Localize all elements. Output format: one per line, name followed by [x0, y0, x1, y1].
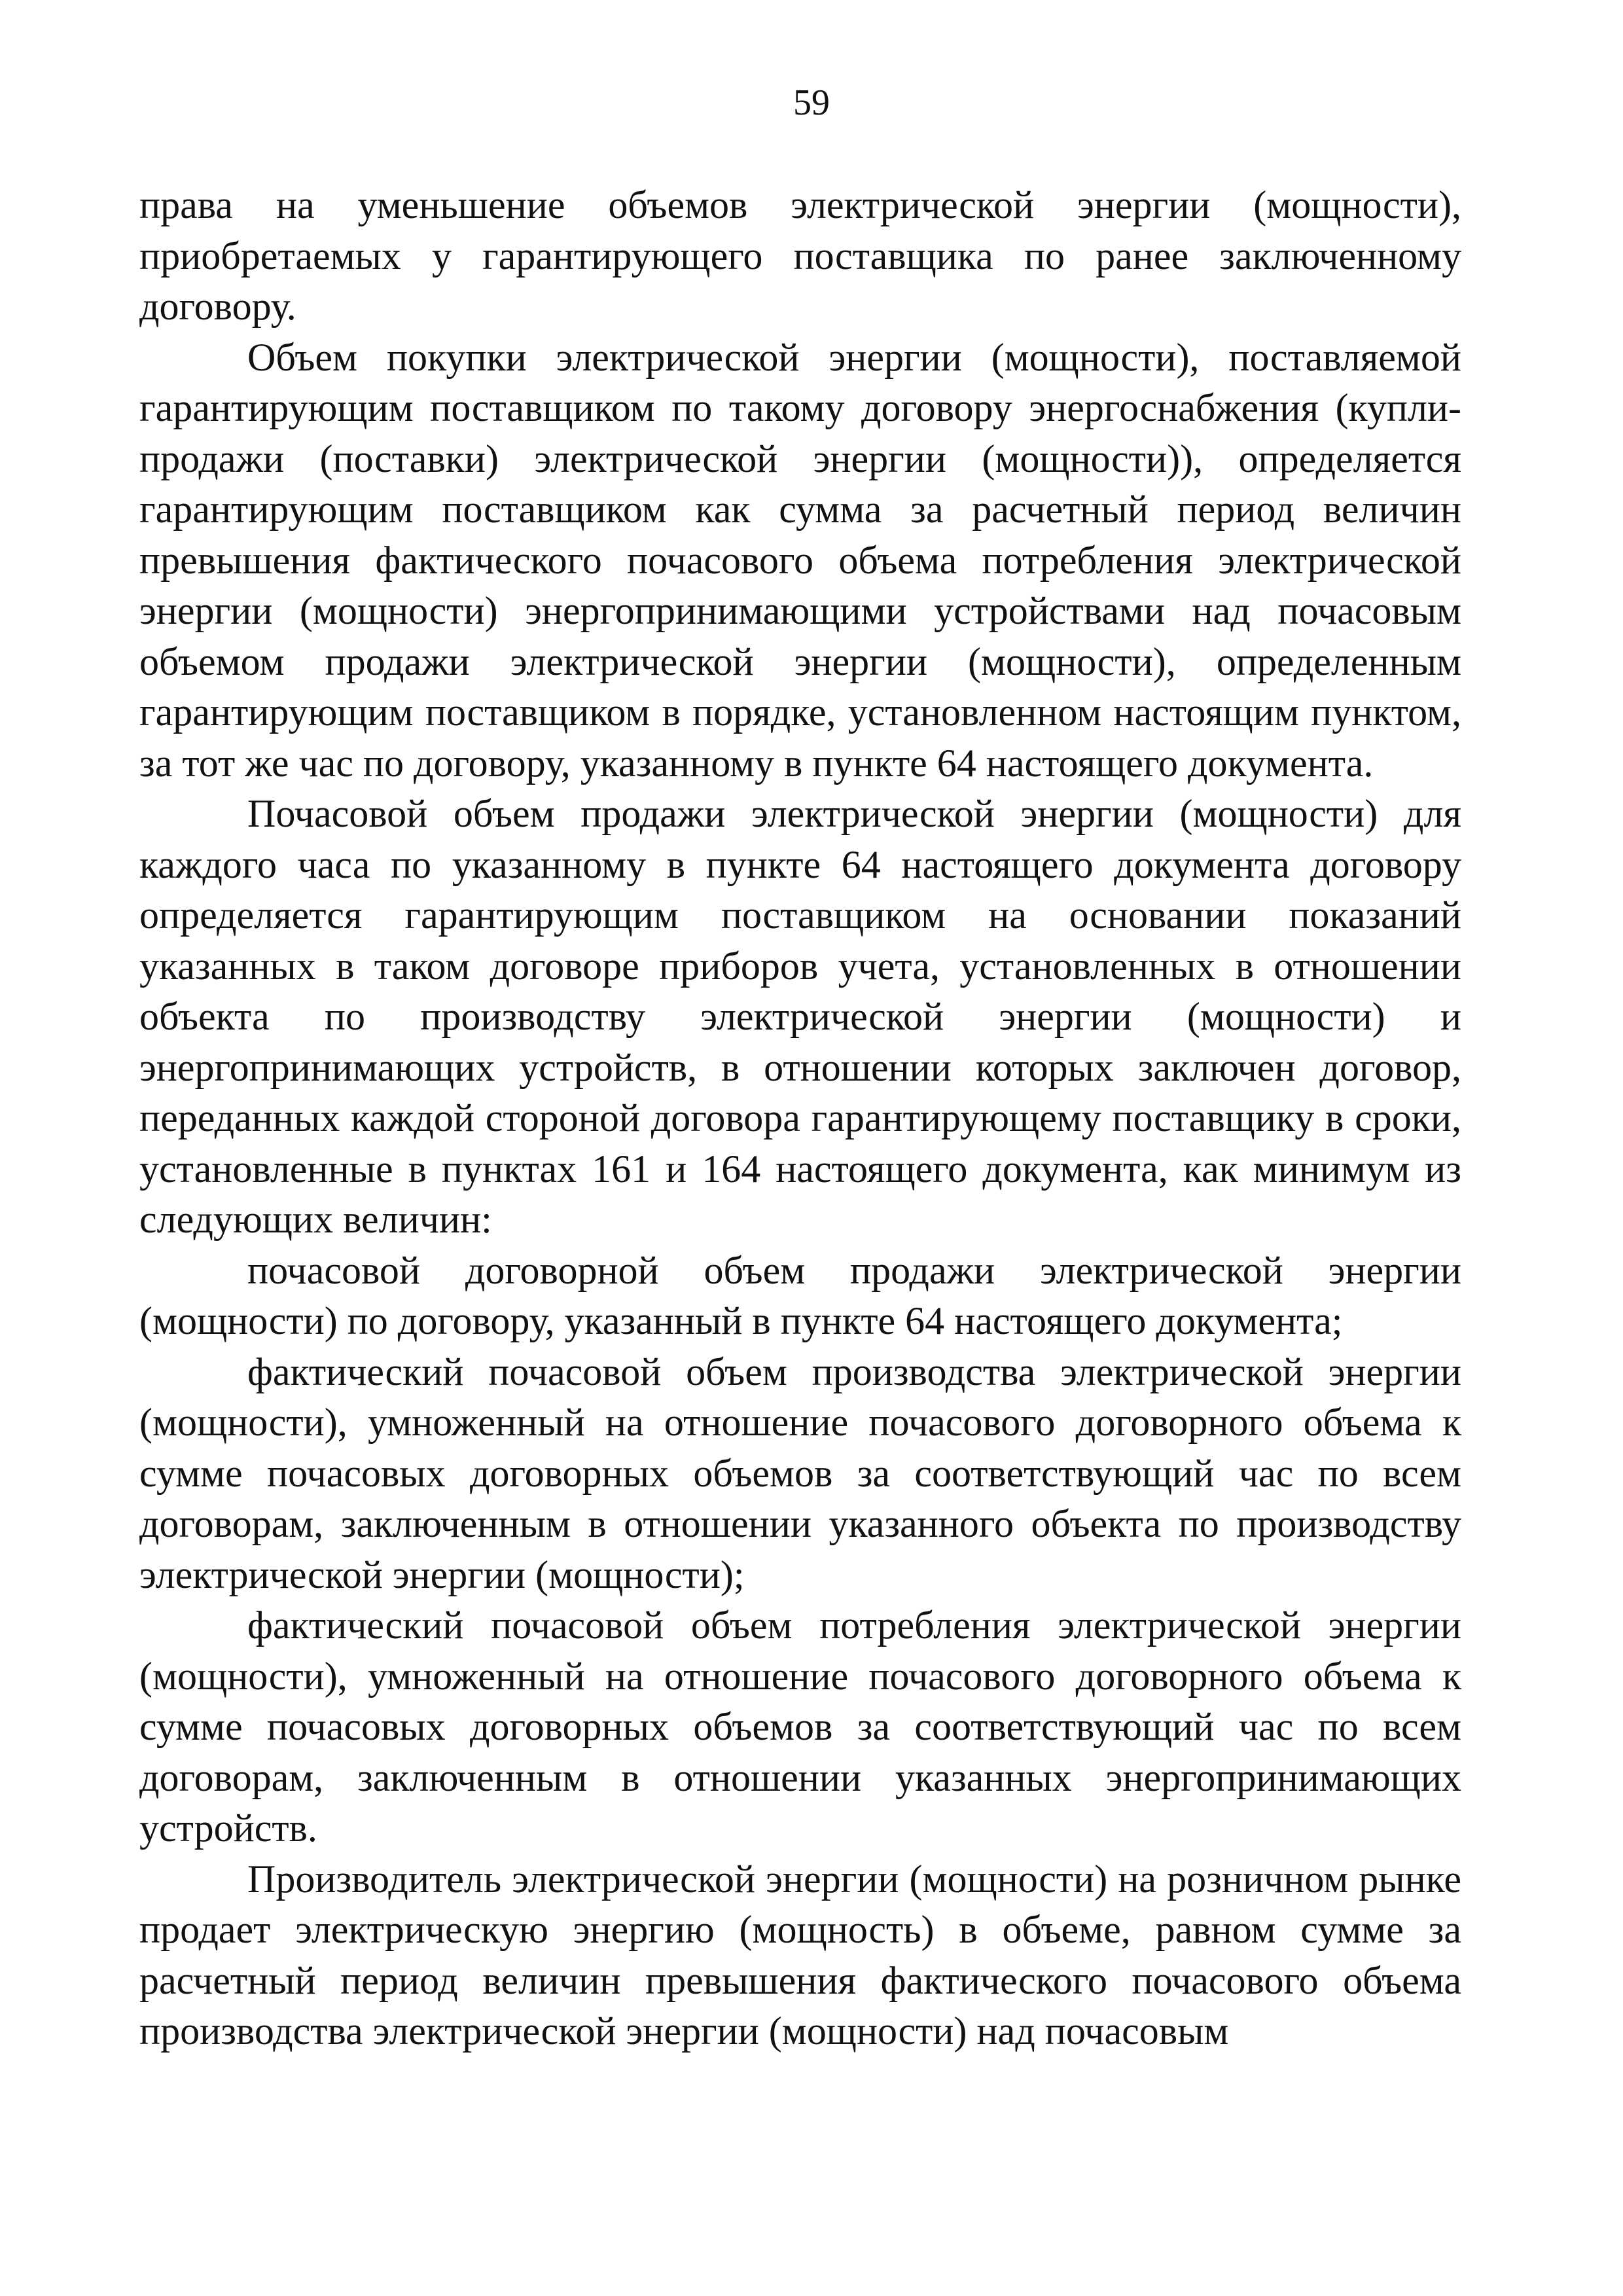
- page-number: 59: [793, 82, 830, 123]
- list-item-consumption-volume: фактический почасовой объем потребления электрической энергии (мощности), умноженный на отношение почасового договорного объема к сумме почасовых договорных объемов за соответствующий час по всем договорам, заключенным в отношении указанных энергопринимающих устройств.: [139, 1604, 1461, 1850]
- paragraph-continuation: права на уменьшение объемов электрической энергии (мощности), приобретаемых у гарантирующего поставщика по ранее заключенному договору.: [139, 183, 1461, 328]
- list-item-contract-volume: почасовой договорной объем продажи электрической энергии (мощности) по договору, указанный в пункте 64 настоящего документа;: [139, 1248, 1461, 1342]
- paragraph-producer-sale: Производитель электрической энергии (мощности) на розничном рынке продает электрическую энергию (мощность) в объеме, равном сумме за расчетный период величин превышения фактического почасового объема производства электрической энергии (мощности) над почасовым: [139, 1857, 1461, 2053]
- document-body: [139, 180, 1461, 2057]
- paragraph-hourly-sale-volume: Почасовой объем продажи электрической энергии (мощности) для каждого часа по указанному в пункте 64 настоящего документа договору определяется гарантирующим поставщиком на основании показаний указанных в таком договоре приборов учета, установленных в отношении объекта по производству электрической энергии (мощности) и энергопринимающих устройств, в отношении которых заключен договор, переданных каждой стороной договора гарантирующему поставщику в сроки, установленные в пунктах 161 и 164 настоящего документа, как минимум из следующих величин:: [139, 792, 1461, 1241]
- list-item-production-volume: фактический почасовой объем производства электрической энергии (мощности), умноженный на отношение почасового договорного объема к сумме почасовых договорных объемов за соответствующий час по всем договорам, заключенным в отношении указанного объекта по производству электрической энергии (мощности);: [139, 1350, 1461, 1596]
- paragraph-purchase-volume: Объем покупки электрической энергии (мощности), поставляемой гарантирующим поставщиком по такому договору энергоснабжения (купли-продажи (поставки) электрической энергии (мощности)), определяется гарантирующим поставщиком как сумма за расчетный период величин превышения фактического почасового объема потребления электрической энергии (мощности) энергопринимающими устройствами над почасовым объемом продажи электрической энергии (мощности), определенным гарантирующим поставщиком в порядке, установленном настоящим пунктом, за тот же час по договору, указанному в пункте 64 настоящего документа.: [139, 335, 1461, 785]
